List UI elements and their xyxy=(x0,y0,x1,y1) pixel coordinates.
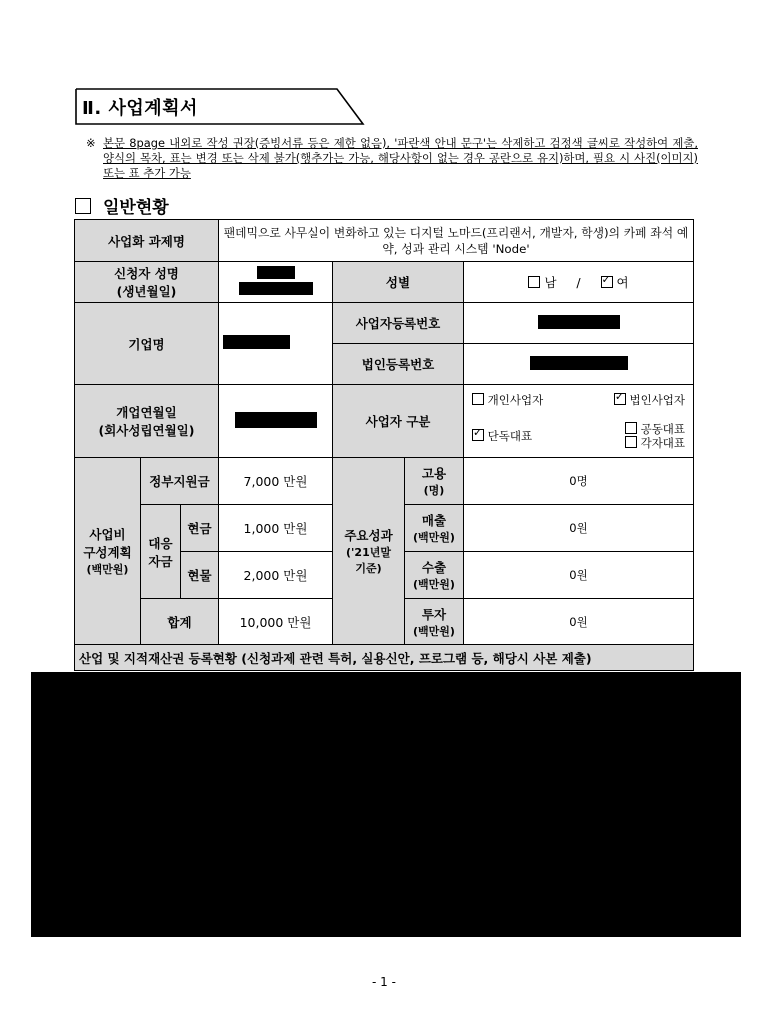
budget-label-line3: (백만원) xyxy=(86,563,129,576)
redacted-block xyxy=(31,672,741,937)
chapter-title: Ⅱ. 사업계획서 xyxy=(82,98,198,119)
company-label: 기업명 xyxy=(75,303,219,385)
male-checkbox[interactable] xyxy=(528,276,540,288)
project-name-value: 팬데믹으로 사무실이 변화하고 있는 디지털 노마드(프리랜서, 개발자, 학생)의 카페 좌석 예약, 성과 관리 시스템 'Node' xyxy=(219,220,694,262)
export-label xyxy=(405,552,464,599)
sole-label: 단독대표 xyxy=(487,429,533,443)
gender-options xyxy=(464,262,694,303)
performance-label-line1: 주요성과 xyxy=(344,528,393,543)
bizreg-value xyxy=(464,303,694,344)
export-label-line1: 수출 xyxy=(421,560,447,575)
corpreg-label: 법인등록번호 xyxy=(333,344,464,385)
redacted-corpreg xyxy=(530,356,628,370)
bizreg-label: 사업자등록번호 xyxy=(333,303,464,344)
redacted-name xyxy=(257,266,295,279)
investment-value: 0원 xyxy=(464,599,694,645)
corpreg-value xyxy=(464,344,694,385)
ip-registration-header: 산업 및 지적재산권 등록현황 (신청과제 관련 특허, 실용신안, 프로그램 등, 해당시 사본 제출) xyxy=(75,645,694,671)
redacted-birthdate xyxy=(239,282,313,295)
corporate-label: 법인사업자 xyxy=(629,393,686,407)
investment-label-line1: 투자 xyxy=(421,606,447,622)
investment-label xyxy=(405,599,464,645)
chapter-heading-box xyxy=(75,88,360,124)
general-status-table xyxy=(74,219,694,671)
applicant-label xyxy=(75,262,219,303)
total-label: 합계 xyxy=(141,599,219,645)
in-kind-label: 현물 xyxy=(181,552,219,599)
section-heading xyxy=(75,193,169,218)
section-title: 일반현황 xyxy=(103,198,169,218)
sole-checkbox[interactable] xyxy=(472,429,484,441)
applicant-label-line2: (생년월일) xyxy=(116,284,177,299)
employment-label-line1: 고용 xyxy=(421,466,447,481)
notice-mark: ※ xyxy=(86,136,96,150)
open-date-label xyxy=(75,385,219,458)
employment-label xyxy=(405,458,464,505)
female-label: 여 xyxy=(616,275,629,290)
each-label: 각자대표 xyxy=(640,436,686,450)
open-date-label-line2: (회사성립연월일) xyxy=(98,423,195,438)
gov-support-value: 7,000 만원 xyxy=(219,458,333,505)
male-label: 남 xyxy=(544,275,557,290)
budget-label-line2: 구성계획 xyxy=(83,545,132,560)
applicant-label-line1: 신청자 성명 xyxy=(114,266,179,281)
individual-checkbox[interactable] xyxy=(472,393,484,405)
applicant-value xyxy=(219,262,333,303)
budget-label xyxy=(75,458,141,645)
in-kind-value: 2,000 만원 xyxy=(219,552,333,599)
page-number: - 1 - xyxy=(372,975,396,989)
notice-text: 본문 8page 내외로 작성 권장(증빙서류 등은 제한 없음), '파란색 안내 문구'는 삭제하고 검정색 글씨로 작성하여 제출, 양식의 목차, 표는 변경 또는 삭제 불가(행추가는 가능, 해당사항이 없는 경우 공란으로 유지)하며, 필요 시 사진(이미지) 또는 표 추가 가능 xyxy=(103,136,698,180)
redacted-company xyxy=(223,335,290,349)
export-label-line2: (백만원) xyxy=(413,578,455,591)
export-value: 0원 xyxy=(464,552,694,599)
sales-label xyxy=(405,505,464,552)
project-name-label: 사업화 과제명 xyxy=(75,220,219,262)
employment-label-line2: (명) xyxy=(423,484,445,497)
matching-fund-label-line2: 자금 xyxy=(148,553,173,569)
female-checkbox[interactable] xyxy=(601,276,613,288)
each-checkbox[interactable] xyxy=(625,436,637,448)
cash-label: 현금 xyxy=(181,505,219,552)
employment-value: 0명 xyxy=(464,458,694,505)
redacted-open-date xyxy=(235,412,317,428)
budget-label-line1: 사업비 xyxy=(89,527,126,542)
open-date-value xyxy=(219,385,333,458)
investment-label-line2: (백만원) xyxy=(413,624,455,638)
biztype-options xyxy=(464,385,694,458)
joint-checkbox[interactable] xyxy=(625,422,637,434)
sales-value: 0원 xyxy=(464,505,694,552)
company-value xyxy=(219,303,333,385)
matching-fund-label-line1: 대응 xyxy=(148,535,173,551)
square-bullet-icon xyxy=(75,198,91,214)
biztype-label: 사업자 구분 xyxy=(333,385,464,458)
performance-label xyxy=(333,458,405,645)
redacted-bizreg xyxy=(538,315,620,329)
open-date-label-line1: 개업연월일 xyxy=(116,405,177,420)
joint-label: 공동대표 xyxy=(640,422,686,436)
corporate-checkbox[interactable] xyxy=(614,393,626,405)
performance-label-line3: 기준) xyxy=(355,562,382,575)
gender-label: 성별 xyxy=(333,262,464,303)
gov-support-label: 정부지원금 xyxy=(141,458,219,505)
cash-value: 1,000 만원 xyxy=(219,505,333,552)
individual-label: 개인사업자 xyxy=(487,393,544,407)
performance-label-line2: ('21년말 xyxy=(346,546,391,559)
gender-separator: / xyxy=(576,275,581,290)
sales-label-line1: 매출 xyxy=(421,513,447,528)
total-value: 10,000 만원 xyxy=(219,599,333,645)
instruction-notice xyxy=(86,136,698,181)
matching-fund-label xyxy=(141,505,181,599)
sales-label-line2: (백만원) xyxy=(413,531,455,544)
